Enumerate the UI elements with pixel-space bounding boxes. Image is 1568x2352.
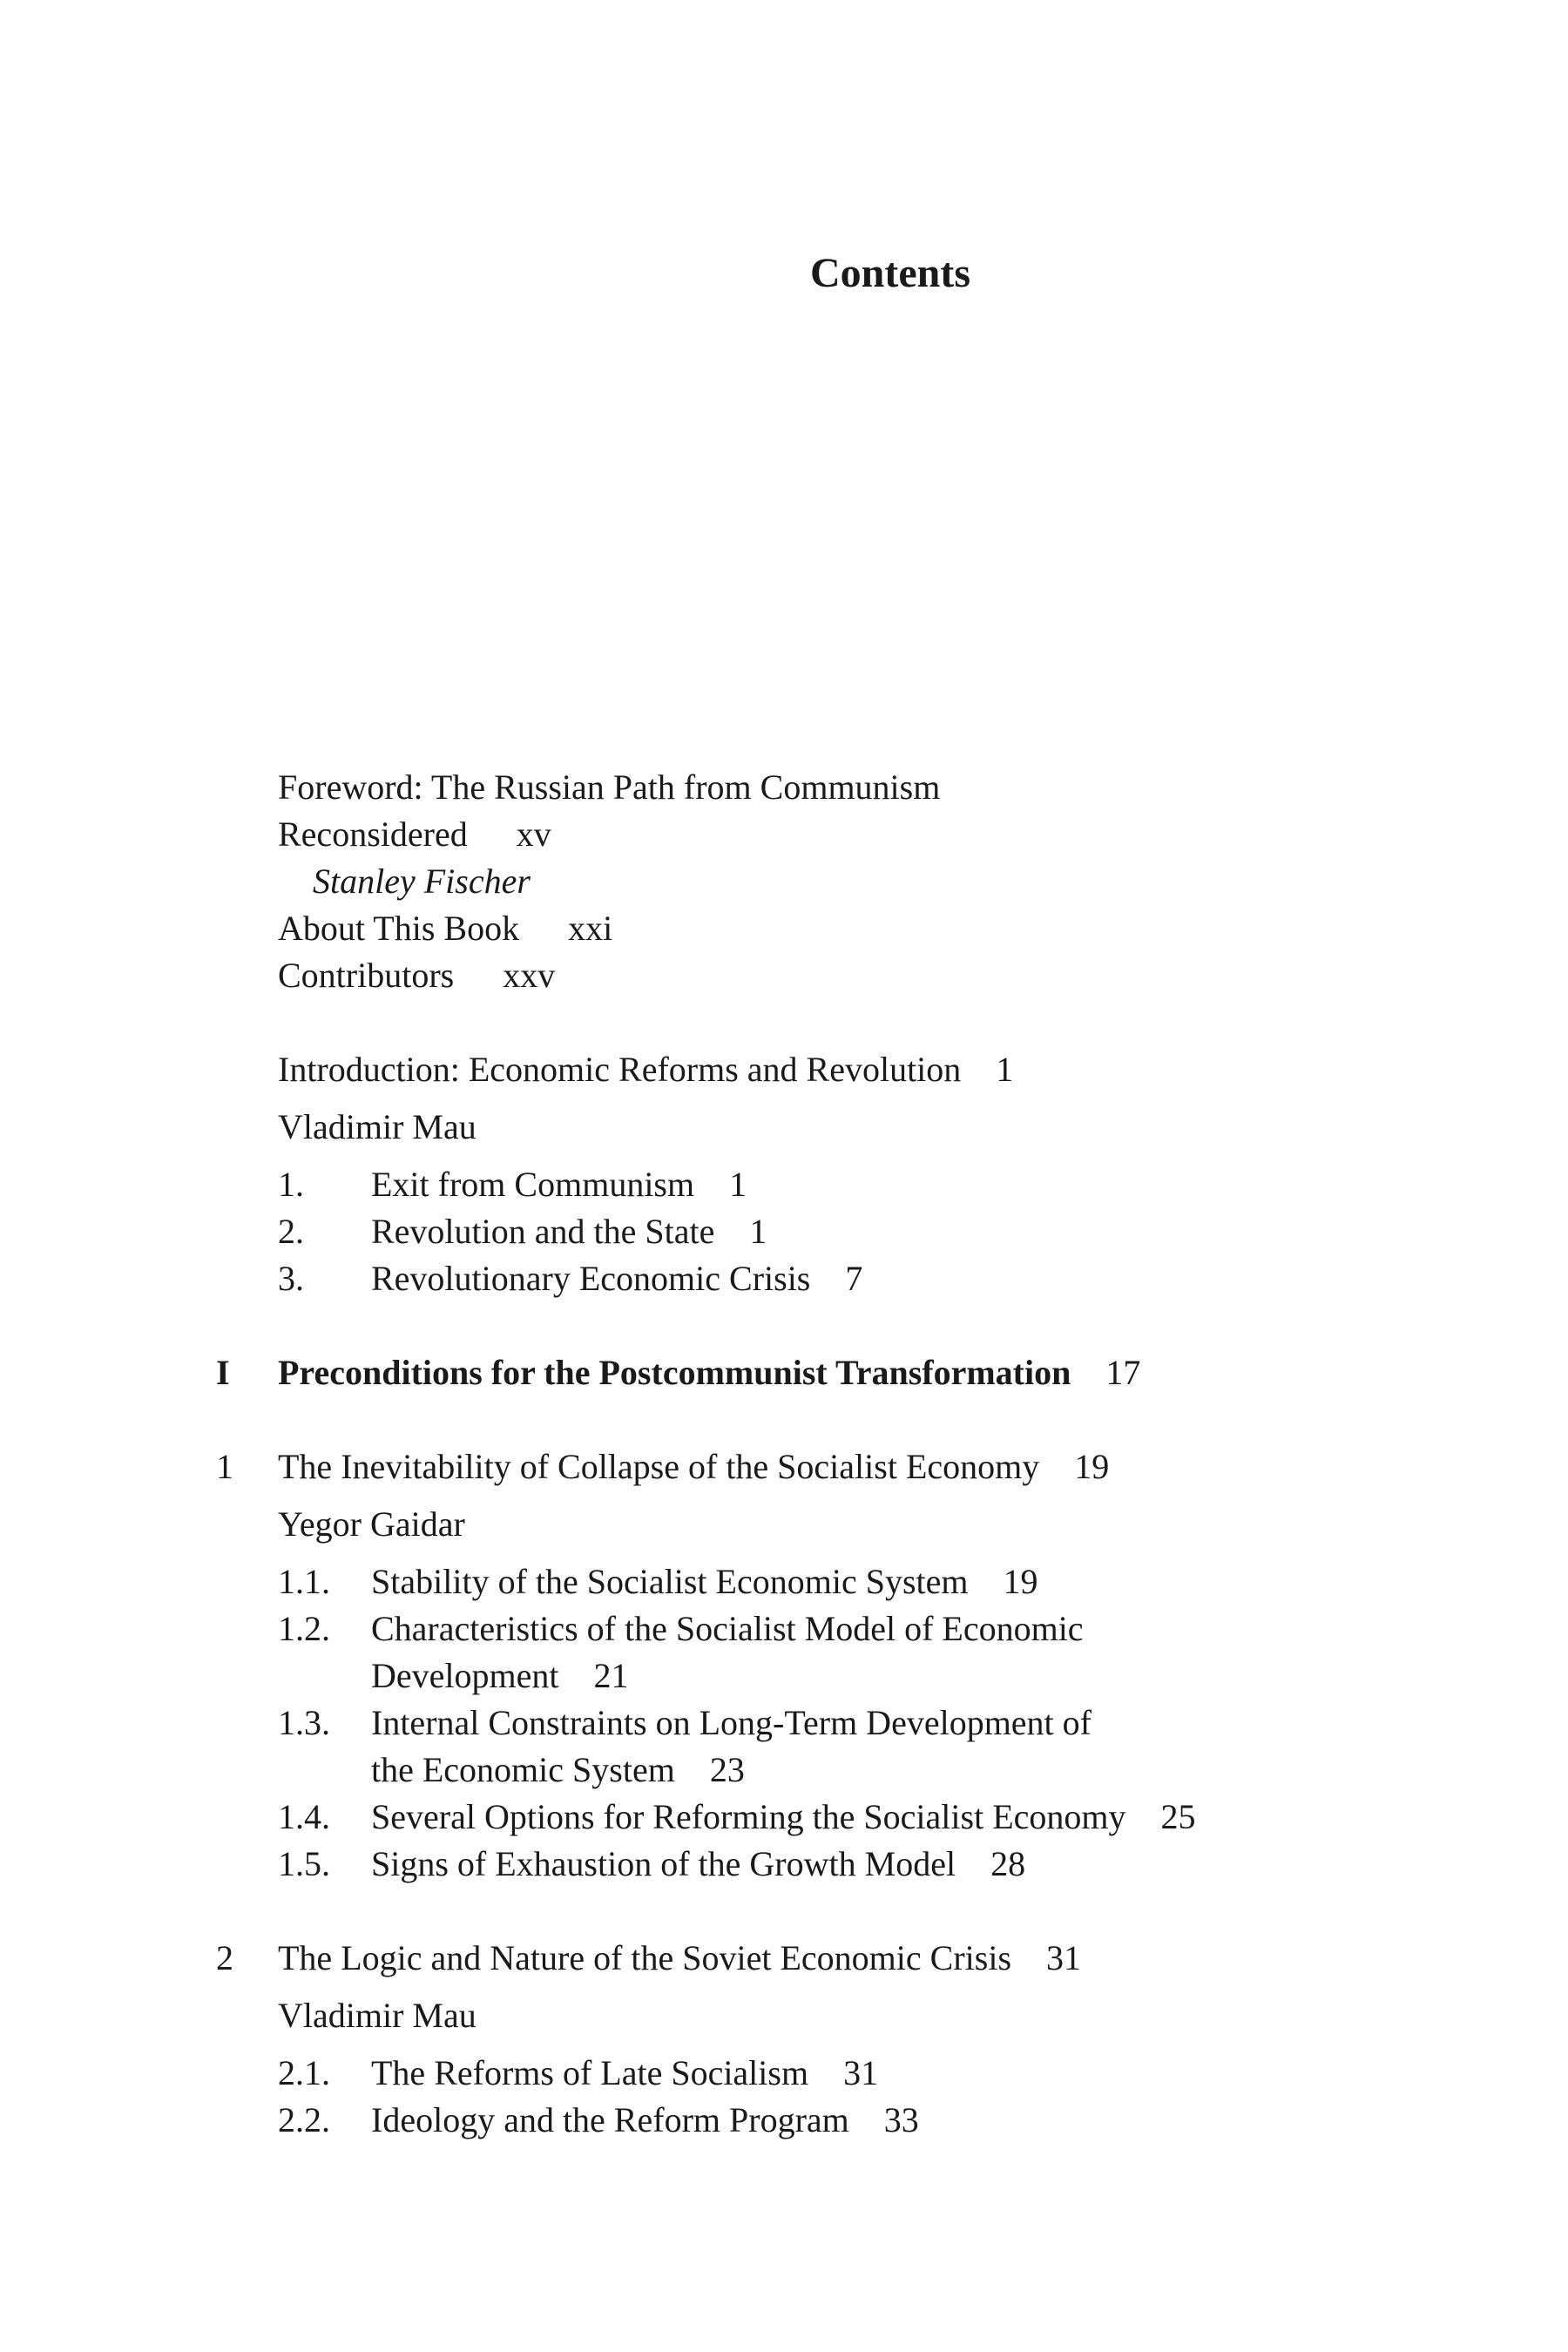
section-page-number: 21: [593, 1656, 629, 1695]
section-title-line1: Characteristics of the Socialist Model of Economic: [371, 1609, 1084, 1648]
section-number: 2.1.: [278, 2053, 330, 2092]
intro-section-title: Exit from Communism: [371, 1165, 695, 1204]
section-entry: [371, 2052, 878, 2094]
contributors-entry: [278, 955, 555, 997]
intro-section-entry: [371, 1211, 767, 1253]
chapter-entry: [278, 1937, 1081, 1979]
section-page-number: 19: [1003, 1562, 1038, 1601]
foreword-page-number: xv: [516, 814, 551, 854]
intro-section-title: Revolution and the State: [371, 1212, 715, 1251]
about-book-page-number: xxi: [568, 909, 613, 948]
intro-section-entry: [371, 1258, 862, 1300]
part-page-number: 17: [1105, 1353, 1141, 1392]
section-entry: [371, 2099, 919, 2141]
intro-section-title: Revolutionary Economic Crisis: [371, 1259, 811, 1298]
about-book-title: About This Book: [278, 909, 520, 948]
intro-section-number: 3.: [278, 1259, 304, 1298]
section-entry: [371, 1796, 1196, 1838]
section-page-number: 31: [843, 2053, 879, 2092]
section-title: Stability of the Socialist Economic System: [371, 1562, 969, 1601]
section-entry: [371, 1655, 629, 1697]
section-page-number: 23: [709, 1750, 745, 1789]
chapter-title: The Inevitability of Collapse of the Socialist Economy: [278, 1447, 1040, 1486]
chapter-author: Yegor Gaidar: [278, 1504, 465, 1544]
section-page-number: 33: [883, 2100, 919, 2139]
section-entry: [371, 1843, 1025, 1885]
section-number: 1.2.: [278, 1609, 330, 1648]
part-entry: [278, 1352, 1140, 1394]
section-number: 1.5.: [278, 1844, 330, 1883]
foreword-title-line1: Foreword: The Russian Path from Communism: [278, 767, 941, 807]
section-title-line2: the Economic System: [371, 1750, 675, 1789]
intro-section-page-number: 1: [749, 1212, 767, 1251]
introduction-entry: [278, 1049, 1013, 1091]
intro-section-page-number: 1: [729, 1165, 747, 1204]
section-page-number: 25: [1160, 1797, 1196, 1836]
intro-section-number: 2.: [278, 1212, 304, 1251]
intro-section-page-number: 7: [845, 1259, 863, 1298]
part-title: Preconditions for the Postcommunist Transformation: [278, 1353, 1071, 1392]
section-title: Signs of Exhaustion of the Growth Model: [371, 1844, 956, 1883]
section-number: 1.1.: [278, 1562, 330, 1601]
contributors-title: Contributors: [278, 956, 455, 995]
section-title-line1: Internal Constraints on Long-Term Development of: [371, 1703, 1092, 1742]
section-title: Several Options for Reforming the Socialist Economy: [371, 1797, 1126, 1836]
about-book-entry: [278, 908, 612, 950]
chapter-title: The Logic and Nature of the Soviet Economic Crisis: [278, 1938, 1012, 1977]
chapter-author: Vladimir Mau: [278, 1996, 476, 2035]
intro-section-entry: [371, 1164, 747, 1206]
section-title-line2: Development: [371, 1656, 559, 1695]
chapter-number: 2: [216, 1938, 233, 1977]
section-title: The Reforms of Late Socialism: [371, 2053, 809, 2092]
page-title: Contents: [809, 250, 970, 296]
chapter-page-number: 19: [1074, 1447, 1110, 1486]
section-number: 1.3.: [278, 1703, 330, 1742]
section-entry: [371, 1749, 745, 1791]
chapter-number: 1: [216, 1447, 233, 1486]
foreword-entry: [278, 814, 551, 855]
foreword-title-line2: Reconsidered: [278, 814, 468, 854]
introduction-title: Introduction: Economic Reforms and Revolution: [278, 1050, 962, 1089]
introduction-page-number: 1: [996, 1050, 1014, 1089]
section-title: Ideology and the Reform Program: [371, 2100, 849, 2139]
foreword-author: Stanley Fischer: [313, 862, 531, 901]
section-page-number: 28: [990, 1844, 1026, 1883]
introduction-author: Vladimir Mau: [278, 1107, 476, 1146]
chapter-entry: [278, 1446, 1109, 1488]
section-entry: [371, 1561, 1038, 1603]
part-number: I: [216, 1353, 230, 1392]
contributors-page-number: xxv: [503, 956, 556, 995]
section-number: 2.2.: [278, 2100, 330, 2139]
intro-section-number: 1.: [278, 1165, 304, 1204]
chapter-page-number: 31: [1046, 1938, 1082, 1977]
section-number: 1.4.: [278, 1797, 330, 1836]
